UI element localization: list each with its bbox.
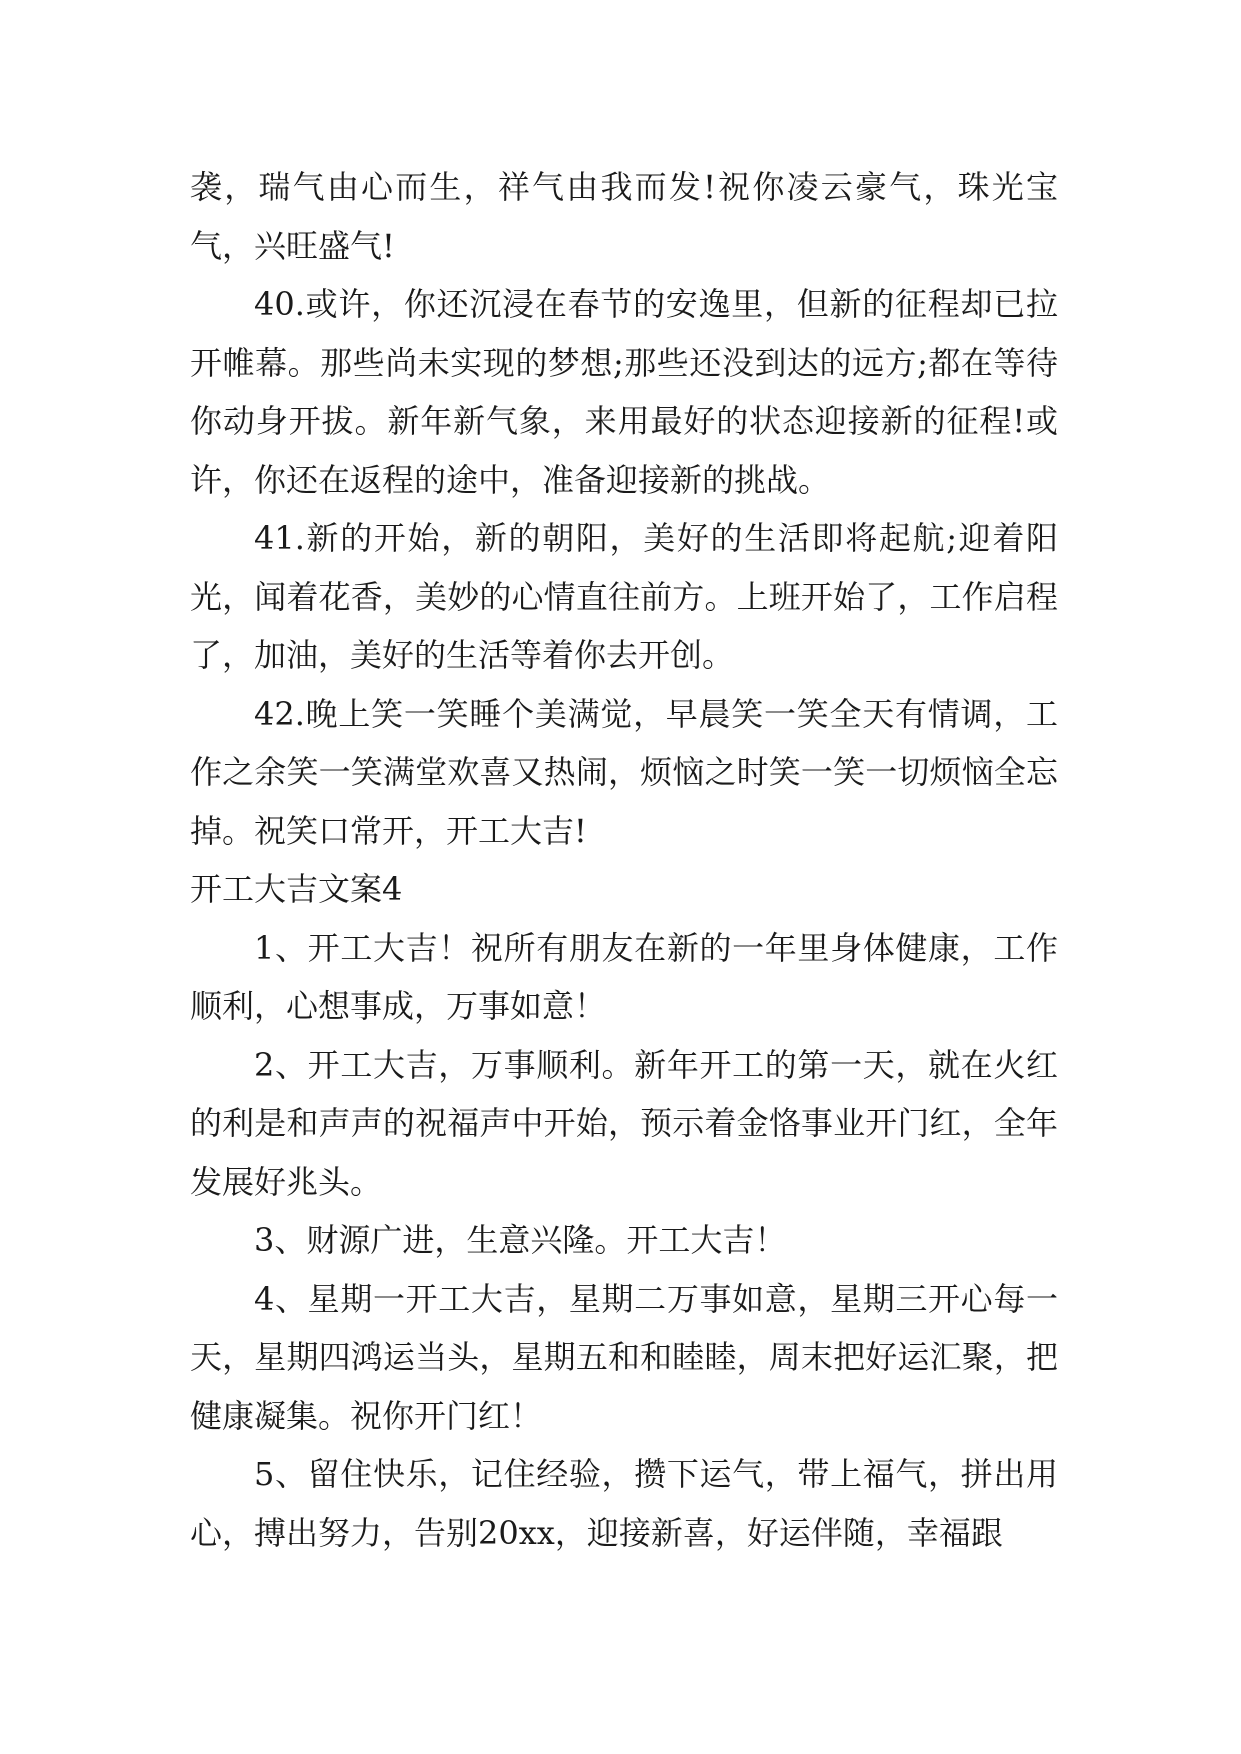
document-body bbox=[190, 158, 1058, 1562]
paragraph-41: 41.新的开始，新的朝阳，美好的生活即将起航;迎着阳光，闻着花香，美妙的心情直往前方。上班开始了，工作启程了，加油，美好的生活等着你去开创。 bbox=[190, 519, 1058, 674]
paragraph-42: 42.晚上笑一笑睡个美满觉，早晨笑一笑全天有情调，工作之余笑一笑满堂欢喜又热闹，烦恼之时笑一笑一切烦恼全忘掉。祝笑口常开，开工大吉! bbox=[190, 694, 1058, 850]
paragraph-40: 40.或许，你还沉浸在春节的安逸里，但新的征程却已拉开帷幕。那些尚未实现的梦想;那些还没到达的远方;都在等待你动身开拔。新年新气象，来用最好的状态迎接新的征程!或许，你还在返程的途中，准备迎接新的挑战。 bbox=[190, 285, 1058, 499]
paragraph-1: 1、开工大吉！祝所有朋友在新的一年里身体健康，工作顺利，心想事成，万事如意！ bbox=[190, 928, 1058, 1025]
paragraph-continued: 袭，瑞气由心而生，祥气由我而发!祝你凌云豪气，珠光宝气，兴旺盛气! bbox=[190, 168, 1058, 265]
paragraph-3: 3、财源广进，生意兴隆。开工大吉！ bbox=[254, 1221, 787, 1259]
paragraph-4: 4、星期一开工大吉，星期二万事如意，星期三开心每一天，星期四鸿运当头，星期五和和睦睦，周末把好运汇聚，把健康凝集。祝你开门红！ bbox=[190, 1279, 1058, 1435]
paragraph-5: 5、留住快乐，记住经验，攒下运气，带上福气，拼出用心，搏出努力，告别20xx，迎接新喜，好运伴随，幸福跟 bbox=[190, 1455, 1058, 1552]
section-heading: 开工大吉文案4 bbox=[190, 870, 403, 908]
paragraph-2: 2、开工大吉，万事顺利。新年开工的第一天，就在火红的利是和声声的祝福声中开始，预示着金恪事业开门红，全年发展好兆头。 bbox=[190, 1045, 1058, 1201]
